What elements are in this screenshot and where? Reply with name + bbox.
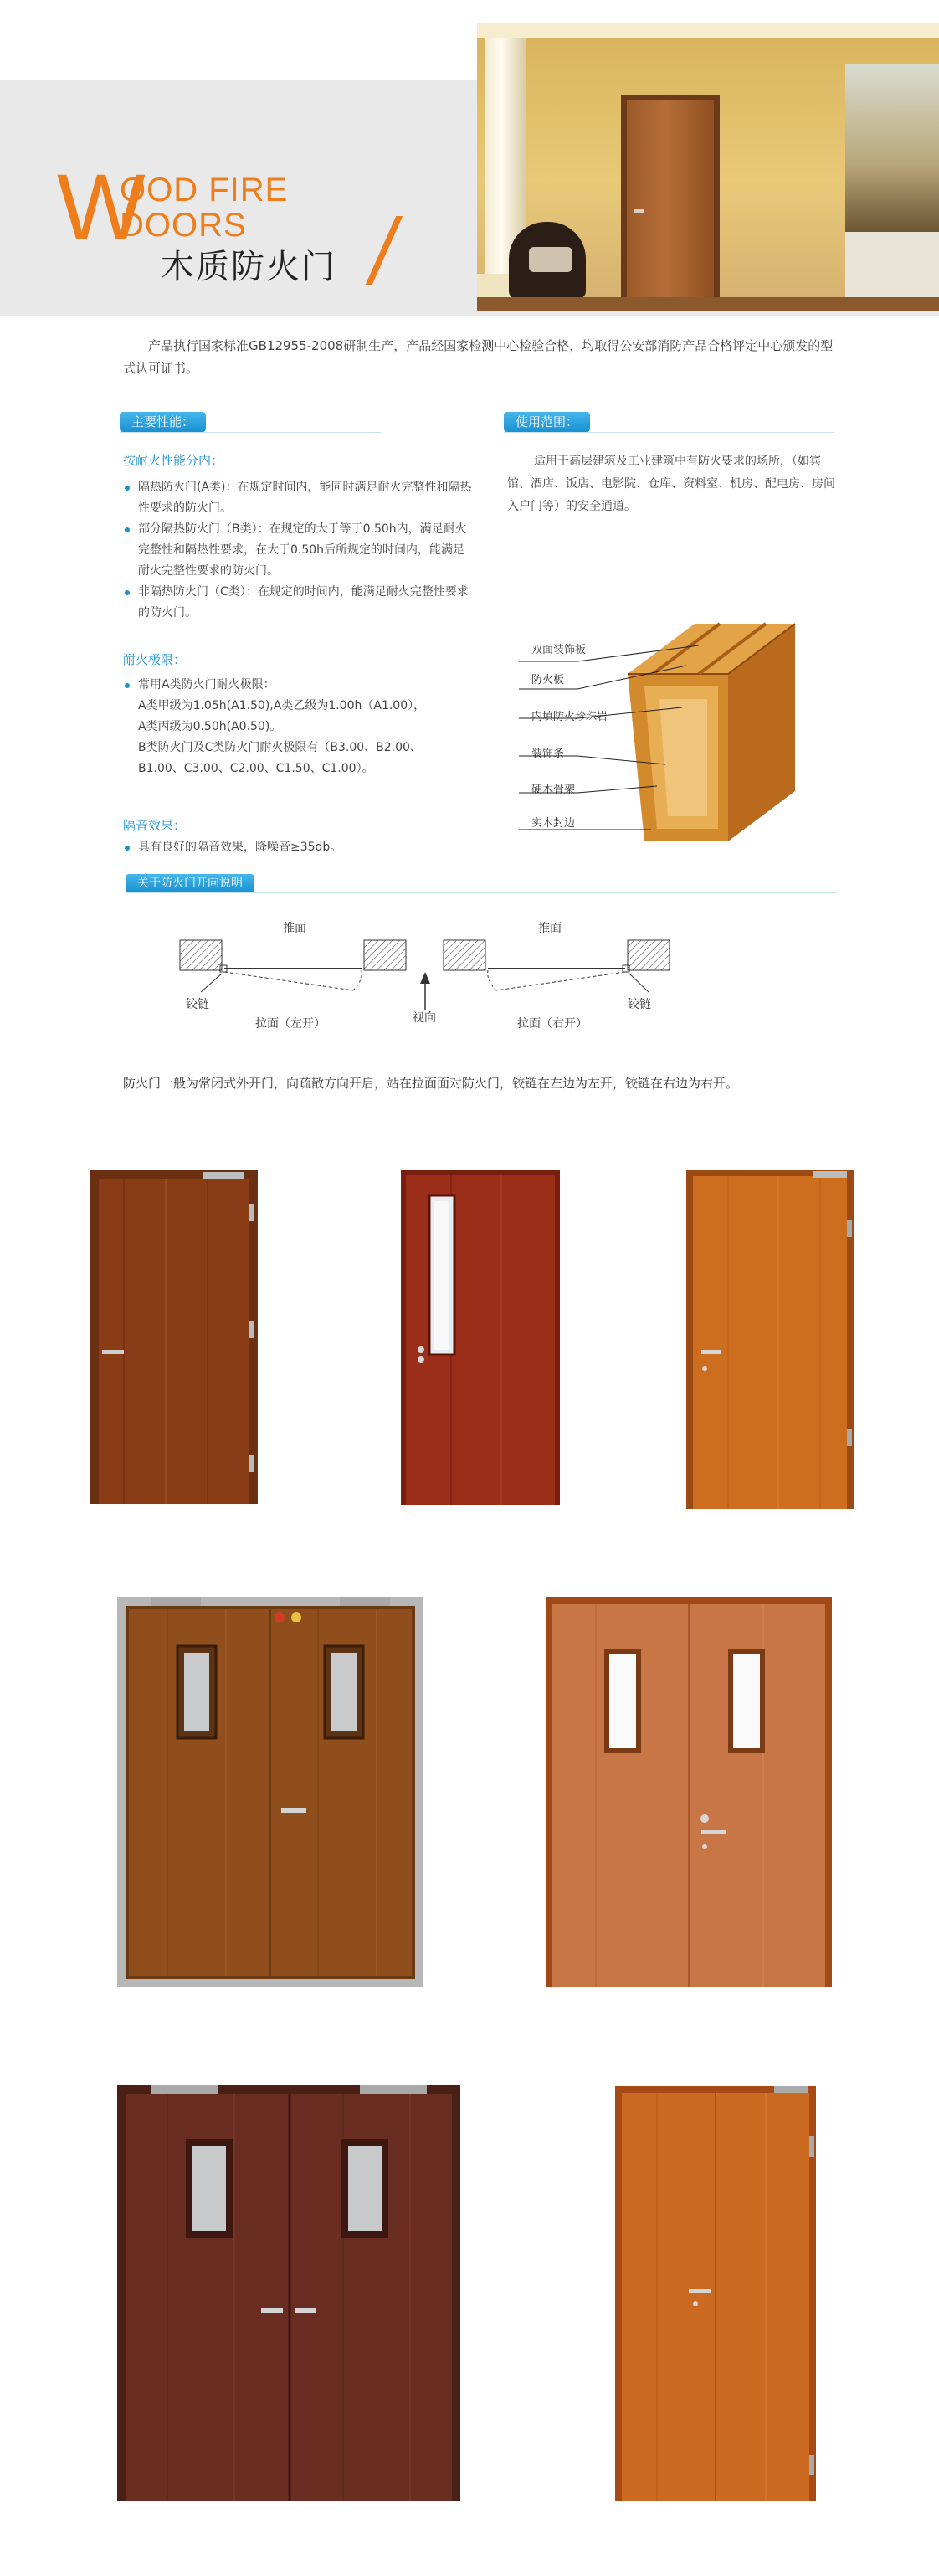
hero-title-cn: 木质防火门 — [161, 248, 336, 286]
layer-label: 装饰条 — [531, 748, 565, 760]
hero-title-en-line2: DOORS — [120, 207, 247, 244]
usage-label: 使用范围： — [504, 412, 590, 432]
performance-divider — [120, 432, 381, 433]
list-item: 常用A类防火门耐火极限： — [123, 675, 491, 696]
door-image-double-glass-steel-frame — [117, 1597, 423, 1987]
list-item: 具有良好的隔音效果，降噪音≥35db。 — [123, 837, 491, 858]
layer-label: 内填防火珍珠岩 — [531, 711, 608, 723]
layer-label: 双面装饰板 — [531, 644, 587, 656]
opening-divider — [126, 892, 837, 893]
hero-room-photo — [477, 23, 939, 311]
sound-list — [123, 837, 491, 858]
hero-title-en-line1: OOD FIRE — [120, 172, 289, 208]
hinge-left: 铰链 — [186, 998, 209, 1011]
opening-note: 防火门一般为常闭式外开门，向疏散方向开启，站在拉面面对防火门，铰链在左边为左开，铰链在右边为右开。 — [123, 1076, 739, 1091]
door-image-single-walnut — [90, 1170, 258, 1504]
door-image-double-orange — [615, 2086, 816, 2501]
layer-label: 防火板 — [531, 674, 565, 686]
fire-limit-heading: 耐火极限： — [123, 652, 187, 667]
fire-limit-line: B类防火门及C类防火门耐火极限有（B3.00、B2.00、 — [138, 741, 422, 754]
layer-label: 硬木骨架 — [531, 784, 576, 796]
classification-list — [123, 477, 475, 624]
usage-divider — [504, 432, 834, 433]
fire-limit-line: B1.00、C3.00、C2.00、C1.50、C1.00）。 — [138, 762, 374, 775]
pull-face-left: 拉面（左开） — [255, 1017, 326, 1031]
list-item: 隔热防火门(A类)：在规定时间内，能同时满足耐火完整性和隔热性要求的防火门。 — [123, 477, 475, 519]
fire-limit-line: A类丙级为0.50h(A0.50)。 — [138, 720, 282, 733]
layer-label: 实木封边 — [531, 817, 576, 830]
list-item: 部分隔热防火门（B类）：在规定的大于等于0.50h内，满足耐火完整性和隔热性要求，在大于0.50h后所规定的时间内，能满足耐火完整性要求的防火门。 — [123, 519, 475, 582]
list-item: 非隔热防火门（C类）：在规定的时间内，能满足耐火完整性要求的防火门。 — [123, 582, 475, 624]
door-image-double-glass-rosewood — [117, 2085, 460, 2501]
performance-label: 主要性能： — [120, 412, 206, 432]
classification-heading: 按耐火性能分内： — [123, 453, 224, 468]
hinge-right: 铰链 — [628, 998, 651, 1011]
opening-label: 关于防火门开向说明 — [126, 874, 254, 892]
intro-paragraph: 产品执行国家标准GB12955-2008研制生产，产品经国家检测中心检验合格，均取得公安部消防产品合格评定中心颁发的型式认可证书。 — [123, 338, 834, 376]
hero-title-initial: W — [57, 155, 146, 260]
view-direction: 视向 — [413, 1011, 436, 1025]
fire-limit-line: A类甲级为1.05h(A1.50),A类乙级为1.00h（A1.00）， — [138, 699, 426, 712]
door-image-single-mahogany-glass — [401, 1170, 560, 1505]
door-image-single-orange — [686, 1170, 854, 1509]
hero-banner — [0, 0, 939, 316]
push-face-right: 推面 — [538, 922, 562, 935]
fire-limit-lines — [138, 696, 506, 779]
usage-text: 适用于高层建筑及工业建筑中有防火要求的场所，（如宾馆、酒店、饭店、电影院、仓库、资料室、机房、配电房、房间入户门等）的安全通道。 — [507, 455, 835, 513]
pull-face-right: 拉面（右开） — [517, 1017, 588, 1031]
sound-heading: 隔音效果： — [123, 818, 187, 833]
push-face-left: 推面 — [283, 922, 306, 935]
fire-limit-list — [123, 675, 491, 696]
door-image-double-glass-light-oak — [546, 1597, 832, 1987]
